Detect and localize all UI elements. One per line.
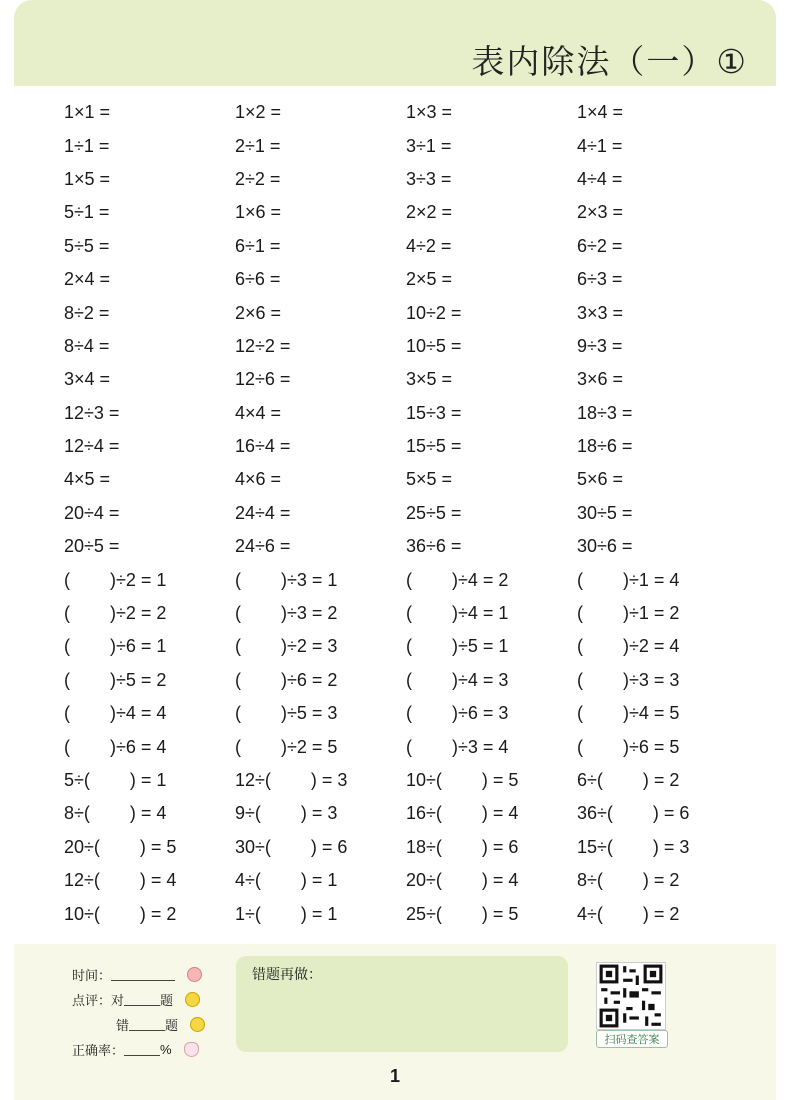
problem-item: 6÷( ) = 2 <box>577 770 680 790</box>
problem-item: ( )÷6 = 2 <box>235 669 338 690</box>
problem-item: 12÷( ) = 3 <box>235 770 348 790</box>
problem-item: 16÷( ) = 4 <box>406 803 519 824</box>
problem-item: 5÷5 = <box>64 235 110 256</box>
accuracy-label: 正确率： <box>72 1043 125 1058</box>
wrong-label: 错 <box>116 1018 130 1033</box>
problem-item: 36÷6 = <box>406 536 462 557</box>
problem-item: ( )÷5 = 3 <box>235 703 338 724</box>
problem-item: 16÷4 = <box>235 436 291 457</box>
problem-row <box>64 129 754 162</box>
problem-item: 5÷( ) = 1 <box>64 770 167 790</box>
problem-item: ( )÷3 = 2 <box>235 603 338 624</box>
problem-item: ( )÷4 = 3 <box>406 669 509 690</box>
problem-item: 3÷1 = <box>406 135 452 156</box>
problem-item: 36÷( ) = 6 <box>577 803 690 824</box>
problem-row <box>64 664 754 697</box>
problem-row <box>64 697 754 730</box>
problem-item: 24÷4 = <box>235 502 291 523</box>
problem-row <box>64 463 754 496</box>
wrong-unit: 题 <box>165 1018 179 1033</box>
problem-item: 18÷3 = <box>577 402 633 423</box>
problem-item: ( )÷2 = 4 <box>577 636 680 657</box>
problem-item: 12÷6 = <box>235 369 291 390</box>
problem-row <box>64 196 754 229</box>
redo-label: 错题再做： <box>252 966 322 982</box>
problem-item: ( )÷4 = 4 <box>64 703 167 724</box>
problem-row <box>64 296 754 329</box>
problem-item: 2×2 = <box>406 202 453 223</box>
problem-item: 1÷( ) = 1 <box>235 903 338 924</box>
time-blank[interactable] <box>111 968 175 981</box>
accuracy-blank[interactable] <box>124 1043 160 1056</box>
problem-item: 8÷4 = <box>64 335 110 356</box>
problem-item: 15÷3 = <box>406 402 462 423</box>
problem-item: 15÷5 = <box>406 436 462 457</box>
accuracy-row <box>72 1037 205 1062</box>
problem-item: ( )÷1 = 2 <box>577 603 680 624</box>
problem-item: 3×6 = <box>577 369 624 390</box>
problem-item: 3×3 = <box>577 302 624 323</box>
problem-item: 4÷( ) = 1 <box>235 870 338 891</box>
problem-item: 4×5 = <box>64 469 111 490</box>
comment-label: 点评：对 <box>72 993 125 1008</box>
problem-item: 1×1 = <box>64 102 111 123</box>
problem-item: 3÷3 = <box>406 168 452 189</box>
problem-item: ( )÷3 = 4 <box>406 736 509 757</box>
problem-item: 12÷2 = <box>235 335 291 356</box>
problem-item: 6÷3 = <box>577 269 623 290</box>
footer-panel <box>14 944 776 1100</box>
problem-item: 4÷2 = <box>406 235 452 256</box>
problem-row <box>64 363 754 396</box>
problem-item: 4÷4 = <box>577 168 623 189</box>
wrong-row <box>72 1012 205 1037</box>
problem-item: 1×4 = <box>577 102 624 123</box>
problem-item: ( )÷5 = 1 <box>406 636 509 657</box>
problem-item: 25÷5 = <box>406 502 462 523</box>
problem-item: 3×4 = <box>64 369 111 390</box>
rabbit-icon <box>184 1042 199 1057</box>
problem-item: 20÷( ) = 5 <box>64 836 177 857</box>
time-label: 时间： <box>72 968 112 983</box>
problem-item: 4×6 = <box>235 469 282 490</box>
stats-panel <box>72 962 205 1062</box>
problem-row <box>64 897 754 930</box>
problem-item: 12÷3 = <box>64 402 120 423</box>
problem-row <box>64 563 754 596</box>
problem-item: 8÷( ) = 4 <box>64 803 167 824</box>
problem-item: 30÷6 = <box>577 536 633 557</box>
problem-item: 2×4 = <box>64 269 111 290</box>
correct-row <box>72 987 205 1012</box>
problem-item: 4×4 = <box>235 402 282 423</box>
problem-row <box>64 764 754 797</box>
problem-item: ( )÷1 = 4 <box>577 569 680 590</box>
problem-item: 24÷6 = <box>235 536 291 557</box>
problem-item: 2×6 = <box>235 302 282 323</box>
problem-item: 20÷( ) = 4 <box>406 870 519 891</box>
problem-item: 5÷1 = <box>64 202 110 223</box>
wrong-count-blank[interactable] <box>129 1018 165 1031</box>
problem-item: ( )÷6 = 1 <box>64 636 167 657</box>
time-row <box>72 962 205 987</box>
problem-item: 18÷6 = <box>577 436 633 457</box>
problem-row <box>64 864 754 897</box>
problem-item: 10÷2 = <box>406 302 462 323</box>
problem-item: ( )÷4 = 1 <box>406 603 509 624</box>
problem-item: 9÷( ) = 3 <box>235 803 338 824</box>
redo-area[interactable] <box>236 956 568 1052</box>
problem-item: 8÷( ) = 2 <box>577 870 680 891</box>
problem-item: 1×2 = <box>235 102 282 123</box>
sad-face-icon <box>190 1017 205 1032</box>
problem-item: ( )÷2 = 1 <box>64 569 167 590</box>
problem-row <box>64 96 754 129</box>
problem-grid <box>64 96 754 931</box>
problem-item: ( )÷6 = 4 <box>64 736 167 757</box>
problem-item: ( )÷2 = 5 <box>235 736 338 757</box>
problem-item: 8÷2 = <box>64 302 110 323</box>
correct-count-blank[interactable] <box>124 993 160 1006</box>
problem-item: 5×5 = <box>406 469 453 490</box>
problem-item: ( )÷6 = 5 <box>577 736 680 757</box>
problem-item: 2÷1 = <box>235 135 281 156</box>
problem-item: ( )÷4 = 2 <box>406 569 509 590</box>
problem-row <box>64 397 754 430</box>
problem-row <box>64 630 754 663</box>
problem-item: 4÷( ) = 2 <box>577 903 680 924</box>
problem-row <box>64 230 754 263</box>
problem-item: 25÷( ) = 5 <box>406 903 519 924</box>
problem-item: 2×3 = <box>577 202 624 223</box>
problem-row <box>64 497 754 530</box>
problem-item: 20÷4 = <box>64 502 120 523</box>
page-title: 表内除法（一）① <box>471 42 748 81</box>
problem-item: 15÷( ) = 3 <box>577 836 690 857</box>
problem-item: ( )÷2 = 2 <box>64 603 167 624</box>
worksheet <box>14 0 776 1100</box>
correct-unit: 题 <box>160 993 174 1008</box>
problem-row <box>64 430 754 463</box>
percent-sign: % <box>160 1042 172 1057</box>
problem-item: 20÷5 = <box>64 536 120 557</box>
problem-row <box>64 163 754 196</box>
problem-item: 5×6 = <box>577 469 624 490</box>
qr-code-icon[interactable] <box>596 962 666 1030</box>
problem-item: 4÷1 = <box>577 135 623 156</box>
problem-item: 3×5 = <box>406 369 453 390</box>
problem-item: ( )÷2 = 3 <box>235 636 338 657</box>
problem-item: 10÷( ) = 2 <box>64 903 177 924</box>
problem-item: ( )÷6 = 3 <box>406 703 509 724</box>
problem-row <box>64 831 754 864</box>
problem-item: 1×3 = <box>406 102 453 123</box>
qr-caption: 扫码查答案 <box>596 1030 668 1048</box>
problem-row <box>64 597 754 630</box>
problem-item: 6÷6 = <box>235 269 281 290</box>
problem-item: 1×5 = <box>64 168 111 189</box>
problem-item: 18÷( ) = 6 <box>406 836 519 857</box>
problem-row <box>64 263 754 296</box>
page-number: 1 <box>389 1066 400 1086</box>
problem-item: 6÷1 = <box>235 235 281 256</box>
problem-row <box>64 530 754 563</box>
problem-item: 10÷5 = <box>406 335 462 356</box>
problem-item: 1÷1 = <box>64 135 110 156</box>
problem-item: 6÷2 = <box>577 235 623 256</box>
problem-item: ( )÷4 = 5 <box>577 703 680 724</box>
problem-item: 1×6 = <box>235 202 282 223</box>
problem-item: ( )÷5 = 2 <box>64 669 167 690</box>
problem-item: 30÷( ) = 6 <box>235 836 348 857</box>
problem-item: 2÷2 = <box>235 168 281 189</box>
problem-item: 12÷4 = <box>64 436 120 457</box>
problem-item: 9÷3 = <box>577 335 623 356</box>
problem-item: 10÷( ) = 5 <box>406 770 519 790</box>
pig-face-icon <box>187 967 202 982</box>
header-banner <box>14 0 776 86</box>
problem-row <box>64 797 754 830</box>
smiley-face-icon <box>185 992 200 1007</box>
problem-item: 2×5 = <box>406 269 453 290</box>
problem-item: ( )÷3 = 3 <box>577 669 680 690</box>
problem-item: 12÷( ) = 4 <box>64 870 177 891</box>
problem-row <box>64 730 754 763</box>
problem-row <box>64 330 754 363</box>
problem-item: 30÷5 = <box>577 502 633 523</box>
problem-item: ( )÷3 = 1 <box>235 569 338 590</box>
